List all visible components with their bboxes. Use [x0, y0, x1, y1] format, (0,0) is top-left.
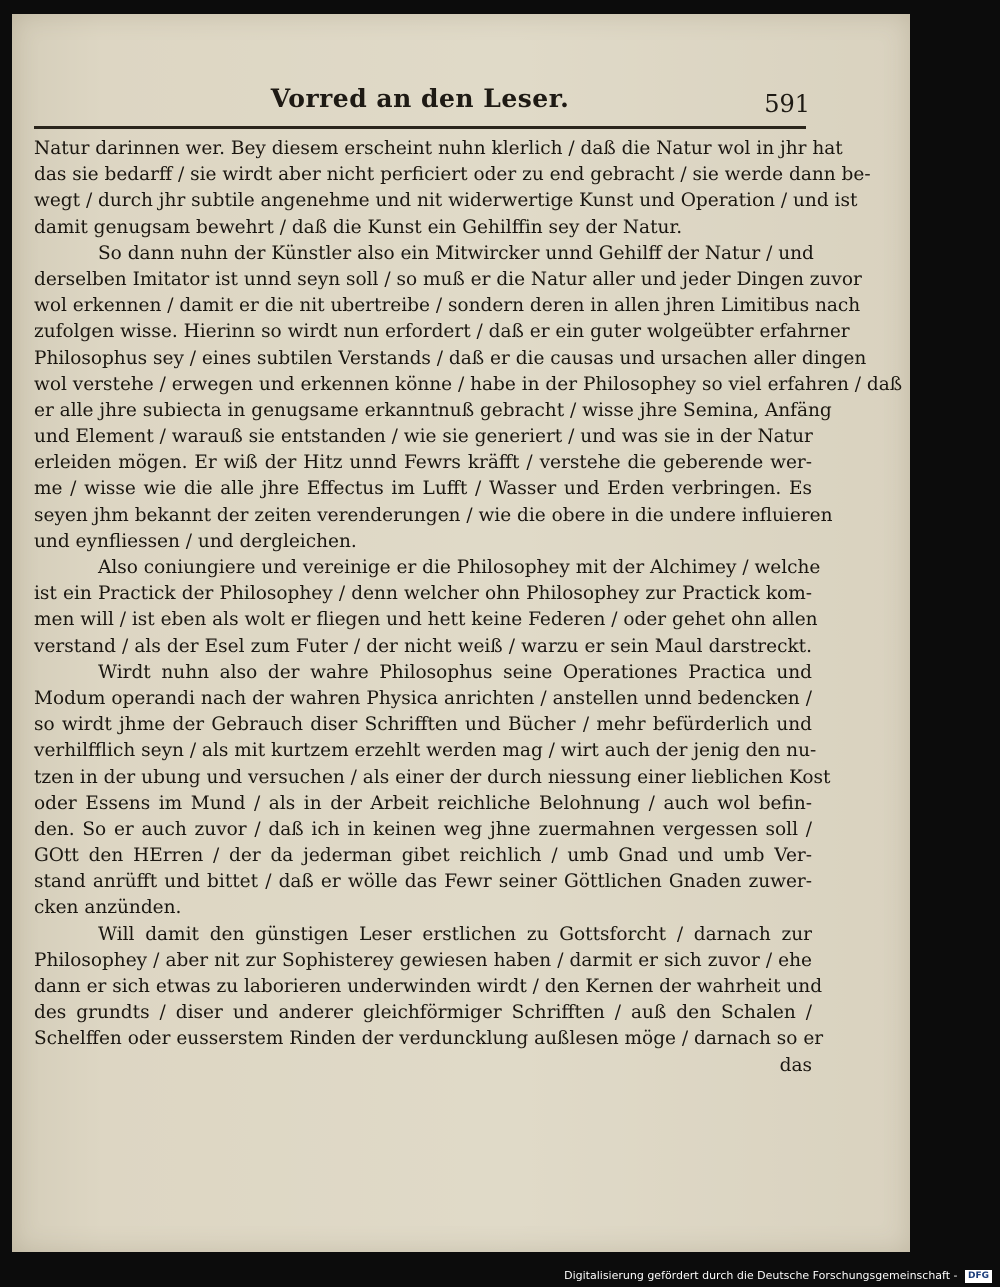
- credit-text: Digitalisierung gefördert durch die Deutsche Forschungsgemeinschaft -: [564, 1269, 958, 1282]
- text-line: Natur darinnen wer. Bey diesem erscheint nuhn klerlich / daß die Natur wol in jhr hat: [34, 138, 843, 159]
- text-line: Modum operandi nach der wahren Physica anrichten / anstellen unnd bedencken /: [34, 687, 812, 709]
- text-line: damit genugsam bewehrt / daß die Kunst ein Gehilffin sey der Natur.: [34, 216, 683, 238]
- text-line: ist ein Practick der Philosophey / denn welcher ohn Philosophey zur Practick kom-: [34, 583, 812, 605]
- text-line: und Element / warauß sie entstanden / wie sie generiert / und was sie in der Natur: [34, 426, 813, 448]
- text-line: cken anzünden.: [34, 897, 182, 919]
- page-number: 591: [764, 90, 810, 118]
- text-line: so wirdt jhme der Gebrauch diser Schrifften und Bücher / mehr befürderlich und: [34, 714, 812, 736]
- text-line: er alle jhre subiecta in genugsame erkanntnuß gebracht / wisse jhre Semina, Anfäng: [34, 399, 832, 421]
- book-page: [12, 14, 910, 1252]
- text-line: des grundts / diser und anderer gleichförmiger Schrifften / auß den Schalen /: [34, 1002, 812, 1024]
- text-line: erleiden mögen. Er wiß der Hitz unnd Fewrs kräfft / verstehe die geberende wer-: [34, 452, 812, 474]
- text-line: Will damit den günstigen Leser erstlichen zu Gottsforcht / darnach zur: [98, 923, 812, 945]
- dfg-logo: DFG: [965, 1270, 992, 1283]
- text-line: Philosophey / aber nit zur Sophisterey gewiesen haben / darmit er sich zuvor / ehe: [34, 949, 812, 971]
- text-line: wol erkennen / damit er die nit ubertreibe / sondern deren in allen jhren Limitibus nach: [34, 295, 861, 317]
- header-rule: [34, 126, 806, 129]
- text-line: seyen jhm bekannt der zeiten verenderungen / wie die obere in die undere influieren: [34, 504, 833, 526]
- text-line: das sie bedarff / sie wirdt aber nicht perficiert oder zu end gebracht / sie werde dann be-: [34, 164, 871, 186]
- text-line: den. So er auch zuvor / daß ich in keinen weg jhne zuermahnen vergessen soll /: [34, 818, 812, 840]
- text-line: das: [779, 1054, 812, 1076]
- page-header: [34, 76, 810, 128]
- body-text: [34, 136, 903, 1079]
- text-line: So dann nuhn der Künstler also ein Mitwircker unnd Gehilff der Natur / und: [98, 242, 814, 264]
- text-line: Also coniungiere und vereinige er die Philosophey mit der Alchimey / welche: [98, 557, 821, 578]
- text-line: Philosophus sey / eines subtilen Verstands / daß er die causas und ursachen aller dingen: [34, 347, 867, 369]
- text-line: oder Essens im Mund / als in der Arbeit reichliche Belohnung / auch wol befin-: [34, 792, 812, 814]
- text-line: verstand / als der Esel zum Futer / der nicht weiß / warzu er sein Maul darstreckt.: [34, 635, 812, 657]
- text-line: verhilfflich seyn / als mit kurtzem erzehlt werden mag / wirt auch der jenig den nu-: [34, 740, 817, 762]
- text-line: und eynfliessen / und dergleichen.: [34, 530, 357, 552]
- text-line: Wirdt nuhn also der wahre Philosophus seine Operationes Practica und: [98, 661, 812, 683]
- digitization-credit: [0, 1265, 1000, 1287]
- text-line: derselben Imitator ist unnd seyn soll / so muß er die Natur aller und jeder Dingen zuvor: [34, 268, 862, 290]
- text-line: tzen in der ubung und versuchen / als einer der durch niessung einer lieblichen Kost: [34, 766, 831, 788]
- text-line: stand anrüfft und bittet / daß er wölle das Fewr seiner Göttlichen Gnaden zuwer-: [34, 871, 812, 893]
- text-line: dann er sich etwas zu laborieren underwinden wirdt / den Kernen der wahrheit und: [34, 976, 823, 997]
- text-line: zufolgen wisse. Hierinn so wirdt nun erfordert / daß er ein guter wolgeübter erfahrner: [34, 321, 850, 343]
- running-head: Vorred an den Leser.: [270, 84, 570, 113]
- text-line: Schelffen oder eusserstem Rinden der verduncklung außlesen möge / darnach so er: [34, 1028, 824, 1050]
- text-line: wol verstehe / erwegen und erkennen könne / habe in der Philosophey so viel erfahren / daß: [34, 373, 903, 395]
- text-line: me / wisse wie die alle jhre Effectus im Lufft / Wasser und Erden verbringen. Es: [34, 478, 812, 500]
- text-line: men will / ist eben als wolt er fliegen und hett keine Federen / oder gehet ohn allen: [34, 609, 818, 631]
- text-line: GOtt den HErren / der da jederman gibet reichlich / umb Gnad und umb Ver-: [34, 845, 812, 867]
- text-line: wegt / durch jhr subtile angenehme und nit widerwertige Kunst und Operation / und ist: [34, 190, 858, 212]
